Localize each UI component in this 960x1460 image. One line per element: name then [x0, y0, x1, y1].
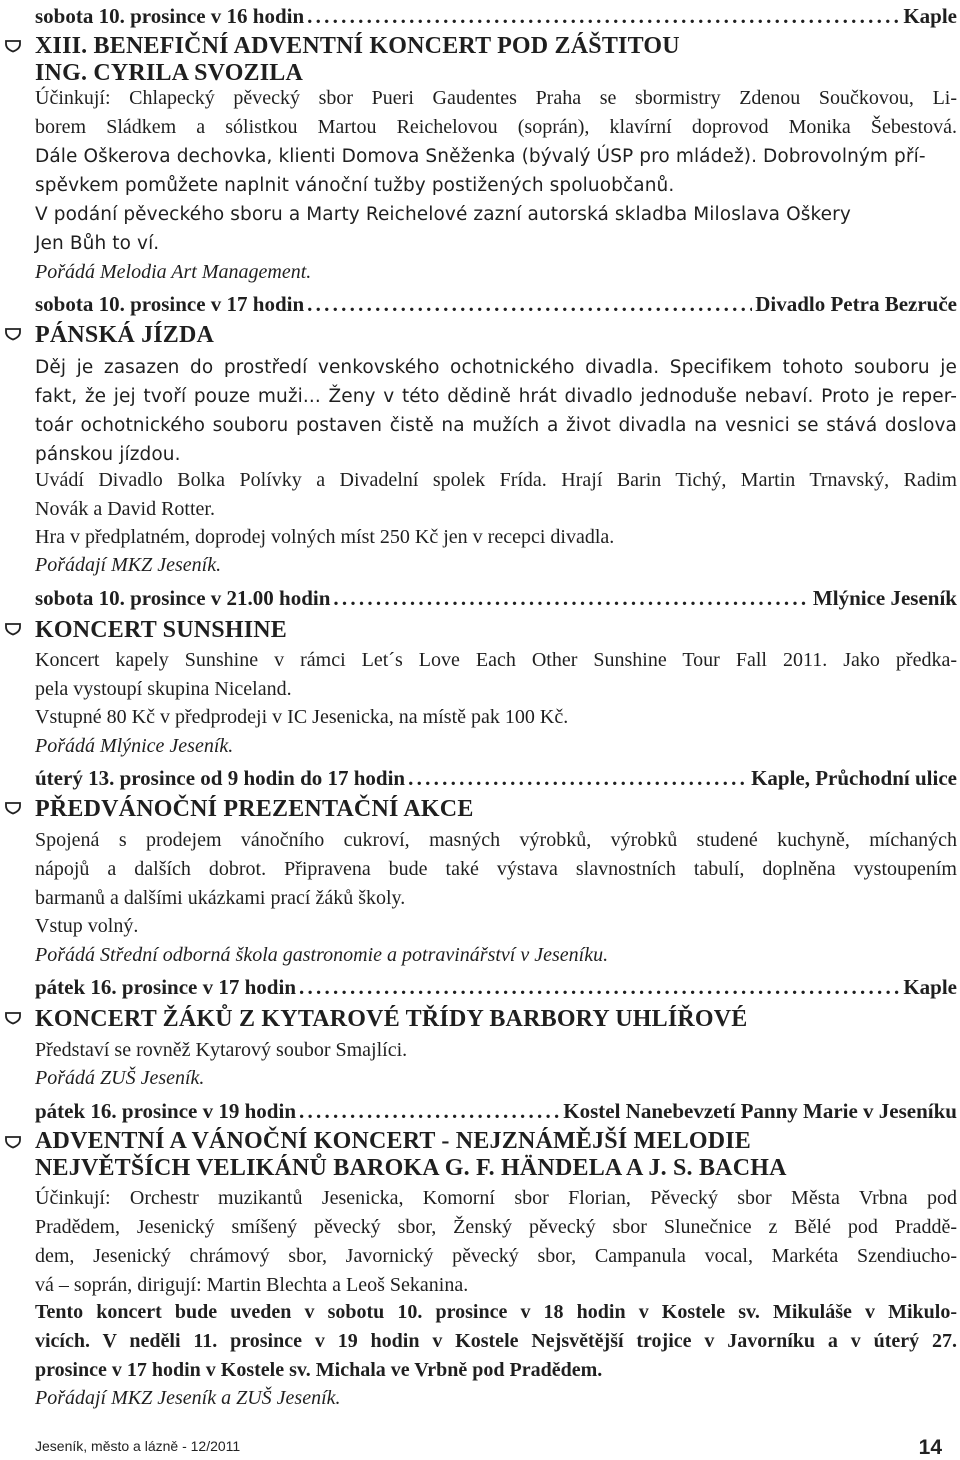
dot-leader — [299, 1097, 560, 1125]
event-date: sobota 10. prosince v 21.00 hodin — [35, 586, 331, 610]
event-place: Divadlo Petra Bezruče — [755, 292, 957, 316]
event-organizer — [35, 258, 957, 287]
event-tickets — [35, 523, 957, 552]
dot-leader — [307, 2, 900, 30]
text-line: Koncert kapely Sunshine v rámci Let´s Love Each Other Sunshine Tour Fall 2011. Jako předka- — [35, 649, 957, 671]
event-title-line: ADVENTNÍ A VÁNOČNÍ KONCERT - NEJZNÁMĚJŠÍ MELODIE — [35, 1128, 751, 1154]
event-organizer — [35, 1064, 957, 1093]
event-organizer — [35, 551, 957, 580]
event-date-line — [35, 290, 957, 318]
event-title-line: KONCERT SUNSHINE — [35, 617, 287, 643]
text-line: pela vystoupí skupina Niceland. — [35, 678, 292, 700]
text-line: Tento koncert bude uveden v sobotu 10. prosince v 18 hodin v Kostele sv. Mikuláše v Mikulo- — [35, 1301, 957, 1323]
event-title — [35, 1128, 955, 1182]
event-place: Kaple, Průchodní ulice — [751, 766, 957, 790]
text-line: Spojená s prodejem vánočního cukroví, masných výrobků, výrobků studené kuchyně, míchaných — [35, 829, 957, 851]
event-date-line — [35, 764, 957, 792]
event-description — [35, 353, 957, 469]
event-description — [35, 1184, 957, 1300]
text-line: Představí se rovněž Kytarový soubor Smajlíci. — [35, 1039, 408, 1061]
text-line: Účinkují: Orchestr muzikantů Jesenicka, Komorní sbor Florian, Pěvecký sbor Města Vrbna pod — [35, 1187, 957, 1209]
dot-leader — [299, 973, 900, 1001]
text-line: Vstupné 80 Kč v předprodeji v IC Jesenicka, na místě pak 100 Kč. — [35, 706, 569, 728]
event-title — [35, 617, 955, 644]
shield-bullet-icon — [4, 327, 22, 341]
dot-leader — [333, 584, 810, 612]
shield-bullet-icon — [4, 622, 22, 636]
text-line: Pořádají MKZ Jeseník a ZUŠ Jeseník. — [35, 1387, 341, 1409]
event-description — [35, 646, 957, 704]
event-title-line: PŘEDVÁNOČNÍ PREZENTAČNÍ AKCE — [35, 796, 474, 822]
event-description — [35, 1036, 957, 1065]
shield-bullet-icon — [4, 801, 22, 815]
event-title — [35, 796, 955, 823]
event-date: sobota 10. prosince v 17 hodin — [35, 292, 305, 316]
text-line: dem, Jesenický chrámový sbor, Javornický pěvecký sbor, Campanula vocal, Markéta Szendiucho- — [35, 1245, 957, 1267]
event-cast — [35, 466, 957, 524]
event-title — [35, 1006, 955, 1033]
text-line: Pořádá Mlýnice Jeseník. — [35, 735, 234, 757]
shield-bullet-icon — [4, 39, 22, 53]
text-line: spěvkem pomůžete naplnit vánoční tužby postižených spoluobčanů. — [35, 175, 675, 196]
text-line: toár ochotnického souboru postaven čistě na mužích a život divadla na vesnici se stává doslova — [35, 415, 957, 436]
event-title-line: KONCERT ŽÁKŮ Z KYTAROVÉ TŘÍDY BARBORY UHLÍŘOVÉ — [35, 1006, 748, 1032]
event-date: sobota 10. prosince v 16 hodin — [35, 4, 305, 28]
text-line: borem Sládkem a sólistkou Martou Reichelovou (soprán), klavírní doprovod Monika Šebestová. — [35, 116, 957, 138]
event-tickets — [35, 703, 957, 732]
shield-bullet-icon — [4, 1135, 22, 1149]
event-title — [35, 33, 955, 87]
event-description — [35, 826, 957, 913]
text-line: Uvádí Divadlo Bolka Polívky a Divadelní spolek Frída. Hrají Barin Tichý, Martin Trnavský, Radim — [35, 469, 957, 491]
text-line: nápojů a dalších dobrot. Připravena bude také výstava slavnostních tabulí, doplněna vystoupením — [35, 858, 957, 880]
event-title-line: ING. CYRILA SVOZILA — [35, 60, 304, 86]
text-line: V podání pěveckého sboru a Marty Reichelové zazní autorská skladba Miloslava Oškery — [35, 204, 851, 225]
event-organizer — [35, 1384, 957, 1413]
text-line: barmanů a dalšími ukázkami prací žáků školy. — [35, 887, 406, 909]
page-number: 14 — [918, 1436, 942, 1459]
text-line: Dále Oškerova dechovka, klienti Domova Sněženka (bývalý ÚSP pro mládež). Dobrovolným pří- — [35, 146, 926, 167]
event-date-line — [35, 2, 957, 30]
event-date-line — [35, 584, 957, 612]
event-title-line: NEJVĚTŠÍCH VELIKÁNŮ BAROKA G. F. HÄNDELA A J. S. BACHA — [35, 1155, 787, 1181]
event-title-line: PÁNSKÁ JÍZDA — [35, 322, 215, 348]
text-line: Pradědem, Jesenický smíšený pěvecký sbor, Ženský pěvecký sbor Slunečnice z Bělé pod Praddě- — [35, 1216, 957, 1238]
event-date: pátek 16. prosince v 19 hodin — [35, 1099, 296, 1123]
text-line: Pořádá ZUŠ Jeseník. — [35, 1067, 205, 1089]
event-place: Kaple — [903, 4, 957, 28]
dot-leader — [408, 764, 748, 792]
event-entry — [35, 912, 957, 941]
event-organizer — [35, 732, 957, 761]
text-line: prosince v 17 hodin v Kostele sv. Michala ve Vrbně pod Pradědem. — [35, 1359, 603, 1381]
text-line: Účinkují: Chlapecký pěvecký sbor Pueri Gaudentes Praha se sbormistry Zdenou Součkovou, Li- — [35, 87, 957, 109]
text-line: Hra v předplatném, doprodej volných míst 250 Kč jen v recepci divadla. — [35, 526, 615, 548]
shield-bullet-icon — [4, 1011, 22, 1025]
event-description — [35, 84, 957, 258]
event-title — [35, 322, 955, 349]
event-other-dates — [35, 1298, 957, 1385]
event-place: Kaple — [903, 975, 957, 999]
event-date-line — [35, 973, 957, 1001]
text-line: fakt, že jej tvoří pouze muži... Ženy v této dědině hrát divadlo jednoduše nebaví. Proto je reper- — [35, 386, 957, 407]
text-line: vá – soprán, dirigují: Martin Blechta a Leoš Sekanina. — [35, 1274, 469, 1296]
event-organizer — [35, 941, 957, 970]
event-date-line — [35, 1097, 957, 1125]
event-date: pátek 16. prosince v 17 hodin — [35, 975, 296, 999]
event-place: Kostel Nanebevzetí Panny Marie v Jeseníku — [563, 1099, 957, 1123]
text-line: Pořádá Střední odborná škola gastronomie a potravinářství v Jeseníku. — [35, 944, 609, 966]
footer-publication: Jeseník, město a lázně - 12/2011 — [35, 1438, 241, 1454]
text-line: Pořádají MKZ Jeseník. — [35, 554, 222, 576]
text-line: Novák a David Rotter. — [35, 498, 215, 520]
dot-leader — [307, 290, 752, 318]
event-place: Mlýnice Jeseník — [812, 586, 957, 610]
text-line: vicích. V neděli 11. prosince v 19 hodin v Kostele Nejsvětější trojice v Javorníku a v úterý 27. — [35, 1330, 957, 1352]
text-line: Jen Bůh to ví. — [35, 233, 160, 254]
text-line: Pořádá Melodia Art Management. — [35, 261, 312, 283]
event-date: úterý 13. prosince od 9 hodin do 17 hodin — [35, 766, 406, 790]
event-title-line: XIII. BENEFIČNÍ ADVENTNÍ KONCERT POD ZÁŠTITOU — [35, 33, 680, 59]
text-line: pánskou jízdou. — [35, 444, 181, 465]
text-line: Vstup volný. — [35, 915, 139, 937]
text-line: Děj je zasazen do prostředí venkovského ochotnického divadla. Specifikem tohoto souboru je — [35, 357, 957, 378]
